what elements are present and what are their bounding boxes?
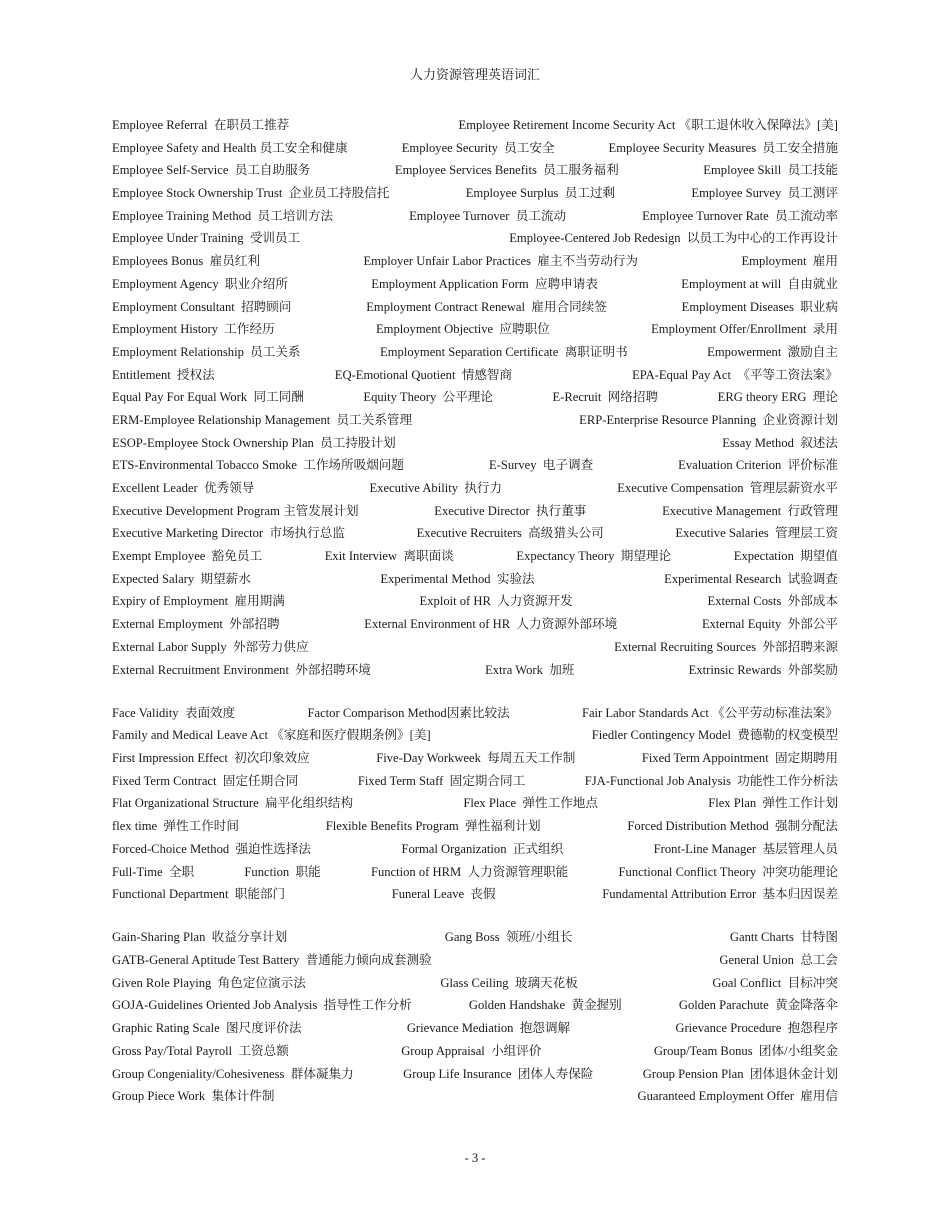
glossary-entry: Employee Services Benefits 员工服务福利 [394,163,619,178]
glossary-entry: Employee Referral 在职员工推荐 [112,118,290,132]
glossary-entry: ERP-Enterprise Resource Planning 企业资源计划 [579,412,838,427]
glossary-entry: Extrinsic Rewards 外部奖励 [688,662,838,677]
glossary-entry: Given Role Playing 角色定位演示法 [112,975,306,990]
glossary-entry: ERM-Employee Relationship Management 员工关系管理 [112,412,413,427]
glossary-entry: Function 职能 [244,864,321,879]
glossary-line [112,522,838,545]
glossary-entry: Empowerment 激励自主 [707,344,838,359]
glossary-entry: Five-Day Workweek 每周五天工作制 [376,751,576,766]
glossary-entry: Equal Pay For Equal Work 同工同酬 [112,390,304,405]
glossary-entry: External Labor Supply 外部劳力供应 [112,639,309,654]
glossary-entry: Employment Relationship 员工关系 [112,344,301,359]
glossary-entry: Executive Compensation 管理层薪资水平 [617,481,838,495]
glossary-line [112,454,838,477]
glossary-entry: Extra Work 加班 [485,662,575,677]
glossary-entry: Golden Parachute 黄金降落伞 [678,998,838,1013]
glossary-entry: Flex Place 弹性工作地点 [463,796,598,811]
glossary-entry: Employment Objective 应聘职位 [375,322,550,337]
glossary-line [112,114,838,137]
glossary-line [112,273,838,296]
glossary-entry: Employment History 工作经历 [112,322,275,337]
glossary-line [112,227,838,250]
glossary-line [112,432,838,455]
glossary-entry: Gain-Sharing Plan 收益分享计划 [112,930,288,945]
glossary-entry: Front-Line Manager 基层管理人员 [653,841,838,856]
glossary-content [112,114,838,1108]
glossary-entry: Fixed Term Appointment 固定期聘用 [641,751,838,766]
glossary-entry: Full-Time 全职 [112,864,195,879]
glossary-entry: Essay Method 叙述法 [722,435,838,450]
glossary-entry: Executive Salaries 管理层工资 [675,526,838,541]
glossary-line [112,724,838,747]
glossary-entry: Flat Organizational Structure 扁平化组织结构 [112,796,354,811]
glossary-entry: Exploit of HR 人力资源开发 [419,594,573,609]
glossary-entry: Forced-Choice Method 强迫性选择法 [112,841,312,856]
glossary-entry: Employment Consultant 招聘顾问 [112,299,292,314]
glossary-entry: Fixed Term Contract 固定任期合同 [112,773,299,788]
glossary-line [112,182,838,205]
glossary-line [112,159,838,182]
glossary-entry: Flexible Benefits Program 弹性福利计划 [325,819,541,834]
page-number: - 3 - [464,1151,486,1165]
glossary-entry: flex time 弹性工作时间 [112,819,239,834]
glossary-line [112,137,838,160]
glossary-entry: External Employment 外部招聘 [112,617,280,632]
glossary-entry: Executive Director 执行董事 [434,503,587,518]
glossary-entry: Employment Offer/Enrollment 录用 [651,322,838,337]
glossary-entry: Executive Ability 执行力 [369,481,503,495]
glossary-entry: Employee Self-Service 员工自助服务 [112,163,311,178]
glossary-entry: Guaranteed Employment Offer 雇用信 [637,1089,838,1104]
glossary-entry: External Recruiting Sources 外部招聘来源 [614,639,838,654]
glossary-entry: EPA-Equal Pay Act 《平等工资法案》 [632,367,838,382]
glossary-entry: Fundamental Attribution Error 基本归因误差 [602,887,838,902]
glossary-line [112,994,838,1017]
glossary-entry: Employee Security Measures 员工安全措施 [608,140,838,155]
glossary-line [112,545,838,568]
glossary-entry: Forced Distribution Method 强制分配法 [627,819,838,834]
glossary-entry: Face Validity 表面效度 [112,705,236,720]
section-gap [112,906,838,927]
glossary-entry: Group Appraisal 小组评价 [401,1043,542,1058]
glossary-entry: Executive Development Program 主管发展计划 [112,503,359,518]
glossary-entry: Glass Ceiling 玻璃天花板 [440,975,578,990]
glossary-line [112,815,838,838]
glossary-line [112,972,838,995]
glossary-entry: Employee Turnover Rate 员工流动率 [642,208,838,223]
glossary-entry: ESOP-Employee Stock Ownership Plan 员工持股计划 [112,435,396,450]
glossary-entry: Employee Training Method 员工培训方法 [112,208,334,223]
glossary-entry: First Impression Effect 初次印象效应 [112,751,310,766]
glossary-line [112,318,838,341]
glossary-entry: Experimental Method 实验法 [380,571,535,586]
glossary-entry: Evaluation Criterion 评价标准 [678,458,838,473]
glossary-entry: Employment Application Form 应聘申请表 [371,276,598,291]
glossary-entry: Entitlement 授权法 [112,367,215,382]
glossary-line [112,792,838,815]
glossary-entry: Employee Stock Ownership Trust 企业员工持股信托 [112,186,390,201]
glossary-entry: Employees Bonus 雇员红利 [112,254,260,269]
glossary-entry: ERG theory ERG 理论 [717,390,838,405]
glossary-entry: Group Piece Work 集体计件制 [112,1089,275,1104]
glossary-line [112,409,838,432]
glossary-entry: Employee Under Training 受训员工 [112,231,301,246]
glossary-line [112,770,838,793]
glossary-line [112,1063,838,1086]
glossary-entry: Group Pension Plan 团体退休金计划 [642,1066,838,1081]
glossary-entry: Equity Theory 公平理论 [363,390,493,405]
glossary-entry: Group/Team Bonus 团体/小组奖金 [653,1043,838,1058]
glossary-entry: Fixed Term Staff 固定期合同工 [357,773,526,788]
glossary-entry: External Costs 外部成本 [707,594,838,609]
glossary-entry: Graphic Rating Scale 图尺度评价法 [112,1021,302,1036]
glossary-line [112,949,838,972]
glossary-line [112,500,838,523]
glossary-entry: Gross Pay/Total Payroll 工资总额 [112,1043,289,1058]
glossary-line [112,477,838,500]
glossary-line [112,568,838,591]
glossary-entry: Experimental Research 试验调查 [664,571,838,586]
glossary-entry: Employer Unfair Labor Practices 雇主不当劳动行为 [363,254,638,269]
glossary-entry: Family and Medical Leave Act 《家庭和医疗假期条例》[美] [112,728,431,743]
glossary-line [112,1040,838,1063]
glossary-line [112,341,838,364]
glossary-line [112,205,838,228]
glossary-line [112,1085,838,1108]
glossary-line [112,364,838,387]
glossary-line [112,861,838,884]
glossary-line [112,590,838,613]
glossary-entry: ETS-Environmental Tobacco Smoke 工作场所吸烟问题 [112,458,404,473]
glossary-entry: Functional Conflict Theory 冲突功能理论 [618,864,838,879]
glossary-entry: Expiry of Employment 雇用期满 [112,594,285,609]
glossary-line [112,838,838,861]
glossary-entry: Employment at will 自由就业 [681,276,838,291]
glossary-entry: External Environment of HR 人力资源外部环境 [364,617,618,632]
glossary-entry: Factor Comparison Method因素比较法 [307,705,510,720]
glossary-entry: Employment Agency 职业介绍所 [112,276,288,291]
glossary-entry: Employee Surplus 员工过剩 [465,186,616,201]
glossary-entry: Function of HRM 人力资源管理职能 [370,864,569,879]
glossary-line [112,296,838,319]
glossary-entry: Gantt Charts 甘特图 [729,930,838,945]
glossary-entry: Expectancy Theory 期望理论 [516,549,672,564]
glossary-line [112,659,838,682]
glossary-entry: EQ-Emotional Quotient 情感智商 [334,367,513,382]
glossary-entry: E-Recruit 网络招聘 [552,390,659,405]
glossary-entry: Group Congeniality/Cohesiveness 群体凝集力 [112,1066,354,1081]
glossary-entry: Funeral Leave 丧假 [391,887,496,902]
glossary-entry: Fiedler Contingency Model 费德勒的权变模型 [591,728,838,743]
glossary-line [112,386,838,409]
glossary-entry: Excellent Leader 优秀领导 [112,481,255,495]
glossary-entry: Employee Survey 员工测评 [691,186,838,201]
glossary-entry: Expected Salary 期望薪水 [112,571,251,586]
glossary-entry: Group Life Insurance 团体人寿保险 [403,1066,594,1081]
glossary-line [112,883,838,906]
glossary-entry: Fair Labor Standards Act 《公平劳动标准法案》 [581,705,838,720]
glossary-entry: Employment Diseases 职业病 [681,299,838,314]
glossary-line [112,636,838,659]
glossary-entry: Grievance Procedure 抱怨程序 [675,1021,838,1036]
glossary-line [112,702,838,725]
page-header: 人力资源管理英语词汇 [409,67,540,82]
glossary-entry: Employment Contract Renewal 雇用合同续签 [366,299,607,314]
glossary-entry: Executive Management 行政管理 [662,503,838,518]
glossary-entry: FJA-Functional Job Analysis 功能性工作分析法 [584,773,838,788]
glossary-entry: Employee Turnover 员工流动 [409,208,567,223]
glossary-entry: External Equity 外部公平 [701,617,838,632]
glossary-entry: Employee-Centered Job Redesign 以员工为中心的工作再设计 [509,231,838,246]
glossary-entry: GATB-General Aptitude Test Battery 普通能力倾向成套测验 [112,953,432,968]
glossary-entry: External Recruitment Environment 外部招聘环境 [112,662,371,677]
glossary-entry: Gang Boss 领班/小组长 [444,930,573,945]
glossary-entry: Employment 雇用 [741,254,838,269]
glossary-entry: Golden Handshake 黄金握别 [468,998,622,1013]
glossary-line [112,250,838,273]
glossary-entry: Employee Skill 员工技能 [703,163,838,178]
glossary-entry: Employment Separation Certificate 离职证明书 [380,344,628,359]
glossary-entry: GOJA-Guidelines Oriented Job Analysis 指导性工作分析 [112,998,412,1013]
glossary-entry: Exempt Employee 豁免员工 [112,549,263,564]
glossary-entry: Employee Safety and Health 员工安全和健康 [112,140,348,155]
glossary-entry: Executive Marketing Director 市场执行总监 [112,526,345,541]
glossary-entry: General Union 总工会 [719,953,838,968]
glossary-entry: Formal Organization 正式组织 [401,841,564,856]
glossary-entry: Employee Security 员工安全 [401,140,555,155]
glossary-entry: Exit Interview 离职面谈 [324,549,454,564]
glossary-entry: Functional Department 职能部门 [112,887,286,902]
glossary-entry: Employee Retirement Income Security Act 《职工退休收入保障法》[美] [458,118,838,132]
glossary-entry: Flex Plan 弹性工作计划 [708,796,838,811]
glossary-entry: Expectation 期望值 [733,549,838,564]
glossary-line [112,1017,838,1040]
glossary-line [112,926,838,949]
glossary-line [112,613,838,636]
glossary-line [112,747,838,770]
glossary-entry: Goal Conflict 目标冲突 [712,975,838,990]
glossary-entry: Executive Recruiters 高级猎头公司 [416,526,604,541]
glossary-entry: Grievance Mediation 抱怨调解 [406,1021,571,1036]
glossary-entry: E-Survey 电子调查 [488,458,594,473]
section-gap [112,681,838,702]
